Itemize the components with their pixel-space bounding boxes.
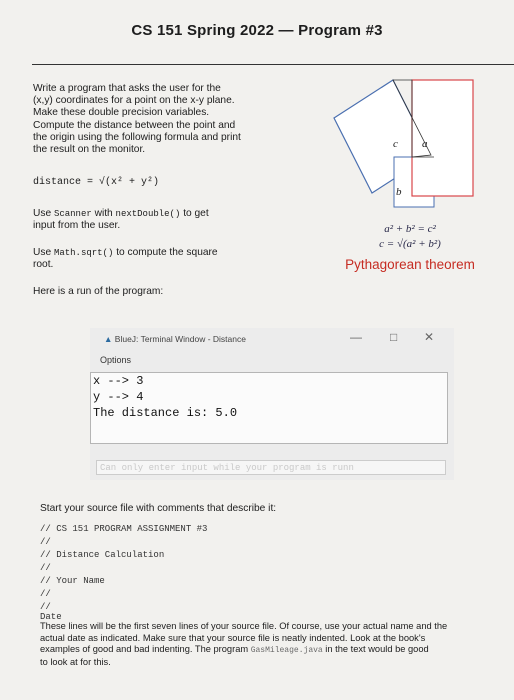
pythagorean-equation: a² + b² = c² <box>384 223 436 235</box>
footer-line: examples of good and bad indenting. The program <box>40 644 251 655</box>
comment-line: // <box>40 537 51 547</box>
footer-line: to look at for this. <box>40 656 111 667</box>
comment-line: // Date <box>40 602 62 622</box>
terminal-input[interactable]: Can only enter input while your program is runn <box>96 460 446 475</box>
comment-line: // <box>40 563 51 573</box>
intro-line: Compute the distance between the point and <box>33 119 236 131</box>
scanner-mid: with <box>91 208 116 219</box>
intro-line: (x,y) coordinates for a point on the x-y plane. <box>33 95 235 107</box>
output-line: y --> 4 <box>93 390 144 404</box>
options-menu[interactable]: Options <box>100 355 132 365</box>
sqrt-suffix: to compute the square <box>113 247 218 258</box>
pythagorean-caption: Pythagorean theorem <box>345 257 475 272</box>
title-divider <box>32 64 514 65</box>
gasmileage-code: GasMileage.java <box>250 646 323 656</box>
intro-line: the origin using the following formula and print <box>33 131 241 143</box>
start-label: Start your source file with comments that describe it: <box>40 503 277 514</box>
intro-line: Make these double precision variables. <box>33 107 210 119</box>
sqrt-code: Math.sqrt() <box>53 248 114 258</box>
scanner-instruction <box>33 208 273 232</box>
footer-line: actual date as indicated. Make sure that your source file is neatly indented. Look at the book's <box>40 632 426 643</box>
comment-line: // Distance Calculation <box>40 550 165 560</box>
comment-line: // <box>40 589 51 599</box>
label-b: b <box>396 186 402 198</box>
footer-line-suffix: in the text would be good <box>322 644 429 655</box>
footer-paragraph <box>40 621 510 668</box>
intro-paragraph <box>33 83 273 156</box>
page-title: CS 151 Spring 2022 — Program #3 <box>131 22 383 39</box>
scanner-suffix: to get <box>180 208 209 219</box>
footer-line: These lines will be the first seven lines of your source file. Of course, use your actual name and the <box>40 621 448 631</box>
output-line: The distance is: 5.0 <box>93 406 238 420</box>
scanner-prefix: Use <box>33 208 54 219</box>
terminal-title <box>104 334 246 344</box>
nextdouble-code: nextDouble() <box>115 209 181 219</box>
run-label: Here is a run of the program: <box>33 286 164 297</box>
bluej-icon: ▲ <box>104 334 113 344</box>
pythagorean-figure <box>330 75 490 290</box>
terminal-window <box>90 328 454 480</box>
sqrt-instruction <box>33 247 273 271</box>
output-line: x --> 3 <box>93 374 144 388</box>
sqrt-line2: root. <box>33 259 54 271</box>
intro-line: the result on the monitor. <box>33 144 146 156</box>
label-c: c <box>393 138 398 150</box>
distance-formula: distance = √(x² + y²) <box>33 177 160 188</box>
hypotenuse-equation: c = √(a² + b²) <box>379 238 441 250</box>
minimize-button[interactable]: — <box>350 330 362 344</box>
pythagorean-diagram <box>330 75 490 235</box>
comment-line: // CS 151 PROGRAM ASSIGNMENT #3 <box>40 524 208 534</box>
label-a: a <box>422 138 428 150</box>
terminal-output <box>90 372 448 444</box>
close-button[interactable]: ✕ <box>424 330 435 344</box>
terminal-title-text: BlueJ: Terminal Window - Distance <box>114 334 246 344</box>
intro-line: Write a program that asks the user for the <box>33 83 221 94</box>
maximize-button[interactable]: □ <box>390 330 398 344</box>
scanner-line2: input from the user. <box>33 220 121 232</box>
comment-line: // Your Name <box>40 576 105 586</box>
sqrt-prefix: Use <box>33 247 54 258</box>
scanner-code: Scanner <box>53 209 92 219</box>
